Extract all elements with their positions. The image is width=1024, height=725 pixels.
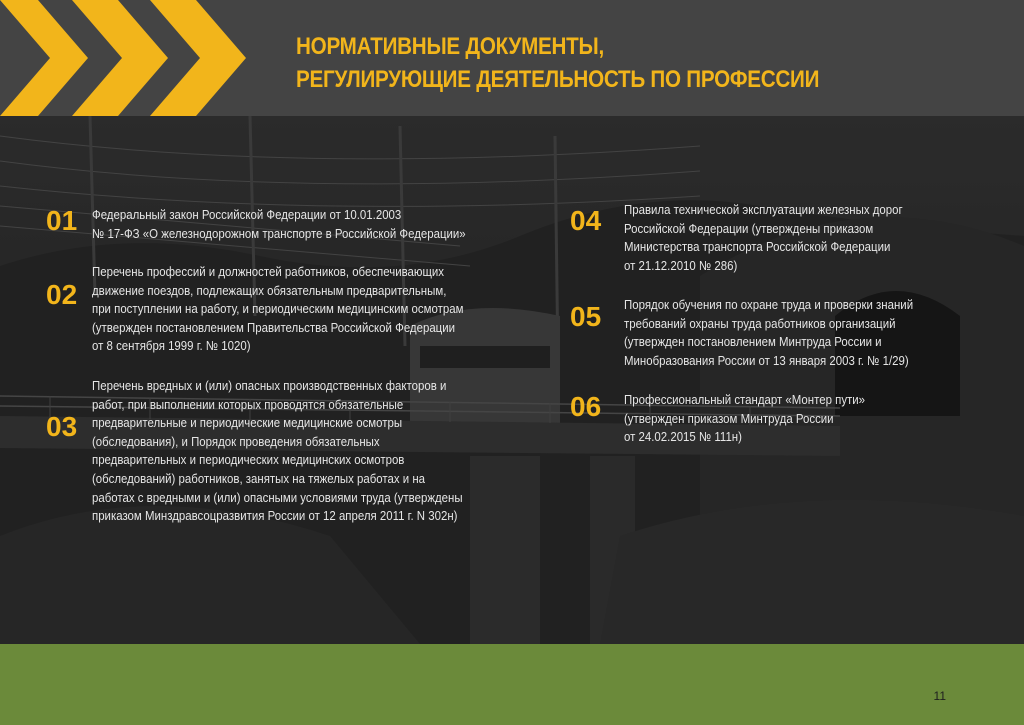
page-title bbox=[296, 30, 898, 96]
item-number: 06 bbox=[570, 391, 602, 422]
item-text: Правила технической эксплуатации железных дорог Российской Федерации (утверждены приказом Министерства транспорта Российской Федерации от 21.12.2010 № 286) bbox=[624, 202, 903, 273]
page-number: 11 bbox=[933, 689, 946, 703]
footer-band bbox=[0, 644, 1024, 725]
item-number: 02 bbox=[46, 279, 78, 310]
item-text: Перечень профессий и должностей работников, обеспечивающих движение поездов, подлежащих обязательным предварительным, при поступлении на работу, и периодическим медицинским осмотрам (утвержден постановлением Правительства Российской Федерации от 8 сентября 1999 г. № 1020) bbox=[92, 264, 464, 354]
item-text: Федеральный закон Российской Федерации от 10.01.2003 № 17-ФЗ «О железнодорожном транспорте в Российской Федерации» bbox=[92, 207, 466, 241]
item-number: 05 bbox=[570, 301, 602, 332]
item-text: Порядок обучения по охране труда и проверки знаний требований охраны труда работников организаций (утвержден постановлением Минтруда России и Минобразования России от 13 января 2003 г. № 1/29) bbox=[624, 297, 914, 368]
title-line-1: НОРМАТИВНЫЕ ДОКУМЕНТЫ, bbox=[296, 33, 604, 60]
item-number: 03 bbox=[46, 411, 78, 442]
item-number: 01 bbox=[46, 205, 78, 236]
item-text: Профессиональный стандарт «Монтер пути» (утвержден приказом Минтруда России от 24.02.2015 № 111н) bbox=[624, 392, 866, 445]
header-band bbox=[0, 0, 1024, 116]
chevron-arrows-icon bbox=[0, 0, 290, 116]
title-line-2: РЕГУЛИРУЮЩИЕ ДЕЯТЕЛЬНОСТЬ ПО ПРОФЕССИИ bbox=[296, 66, 820, 93]
item-text: Перечень вредных и (или) опасных производственных факторов и работ, при выполнении которых проводятся обязательные предварительные и периодические медицинские осмотры (обследования), и Порядок проведения обязательных предварительных и периодических медицинских осмотров (обследований) работников, занятых на тяжелых работах и на работах с вредными и (или) опасными условиями труда (утверждены приказом Минздравсоцразвития России от 12 апреля 2011 г. N 302н) bbox=[92, 378, 463, 524]
item-number: 04 bbox=[570, 205, 602, 236]
